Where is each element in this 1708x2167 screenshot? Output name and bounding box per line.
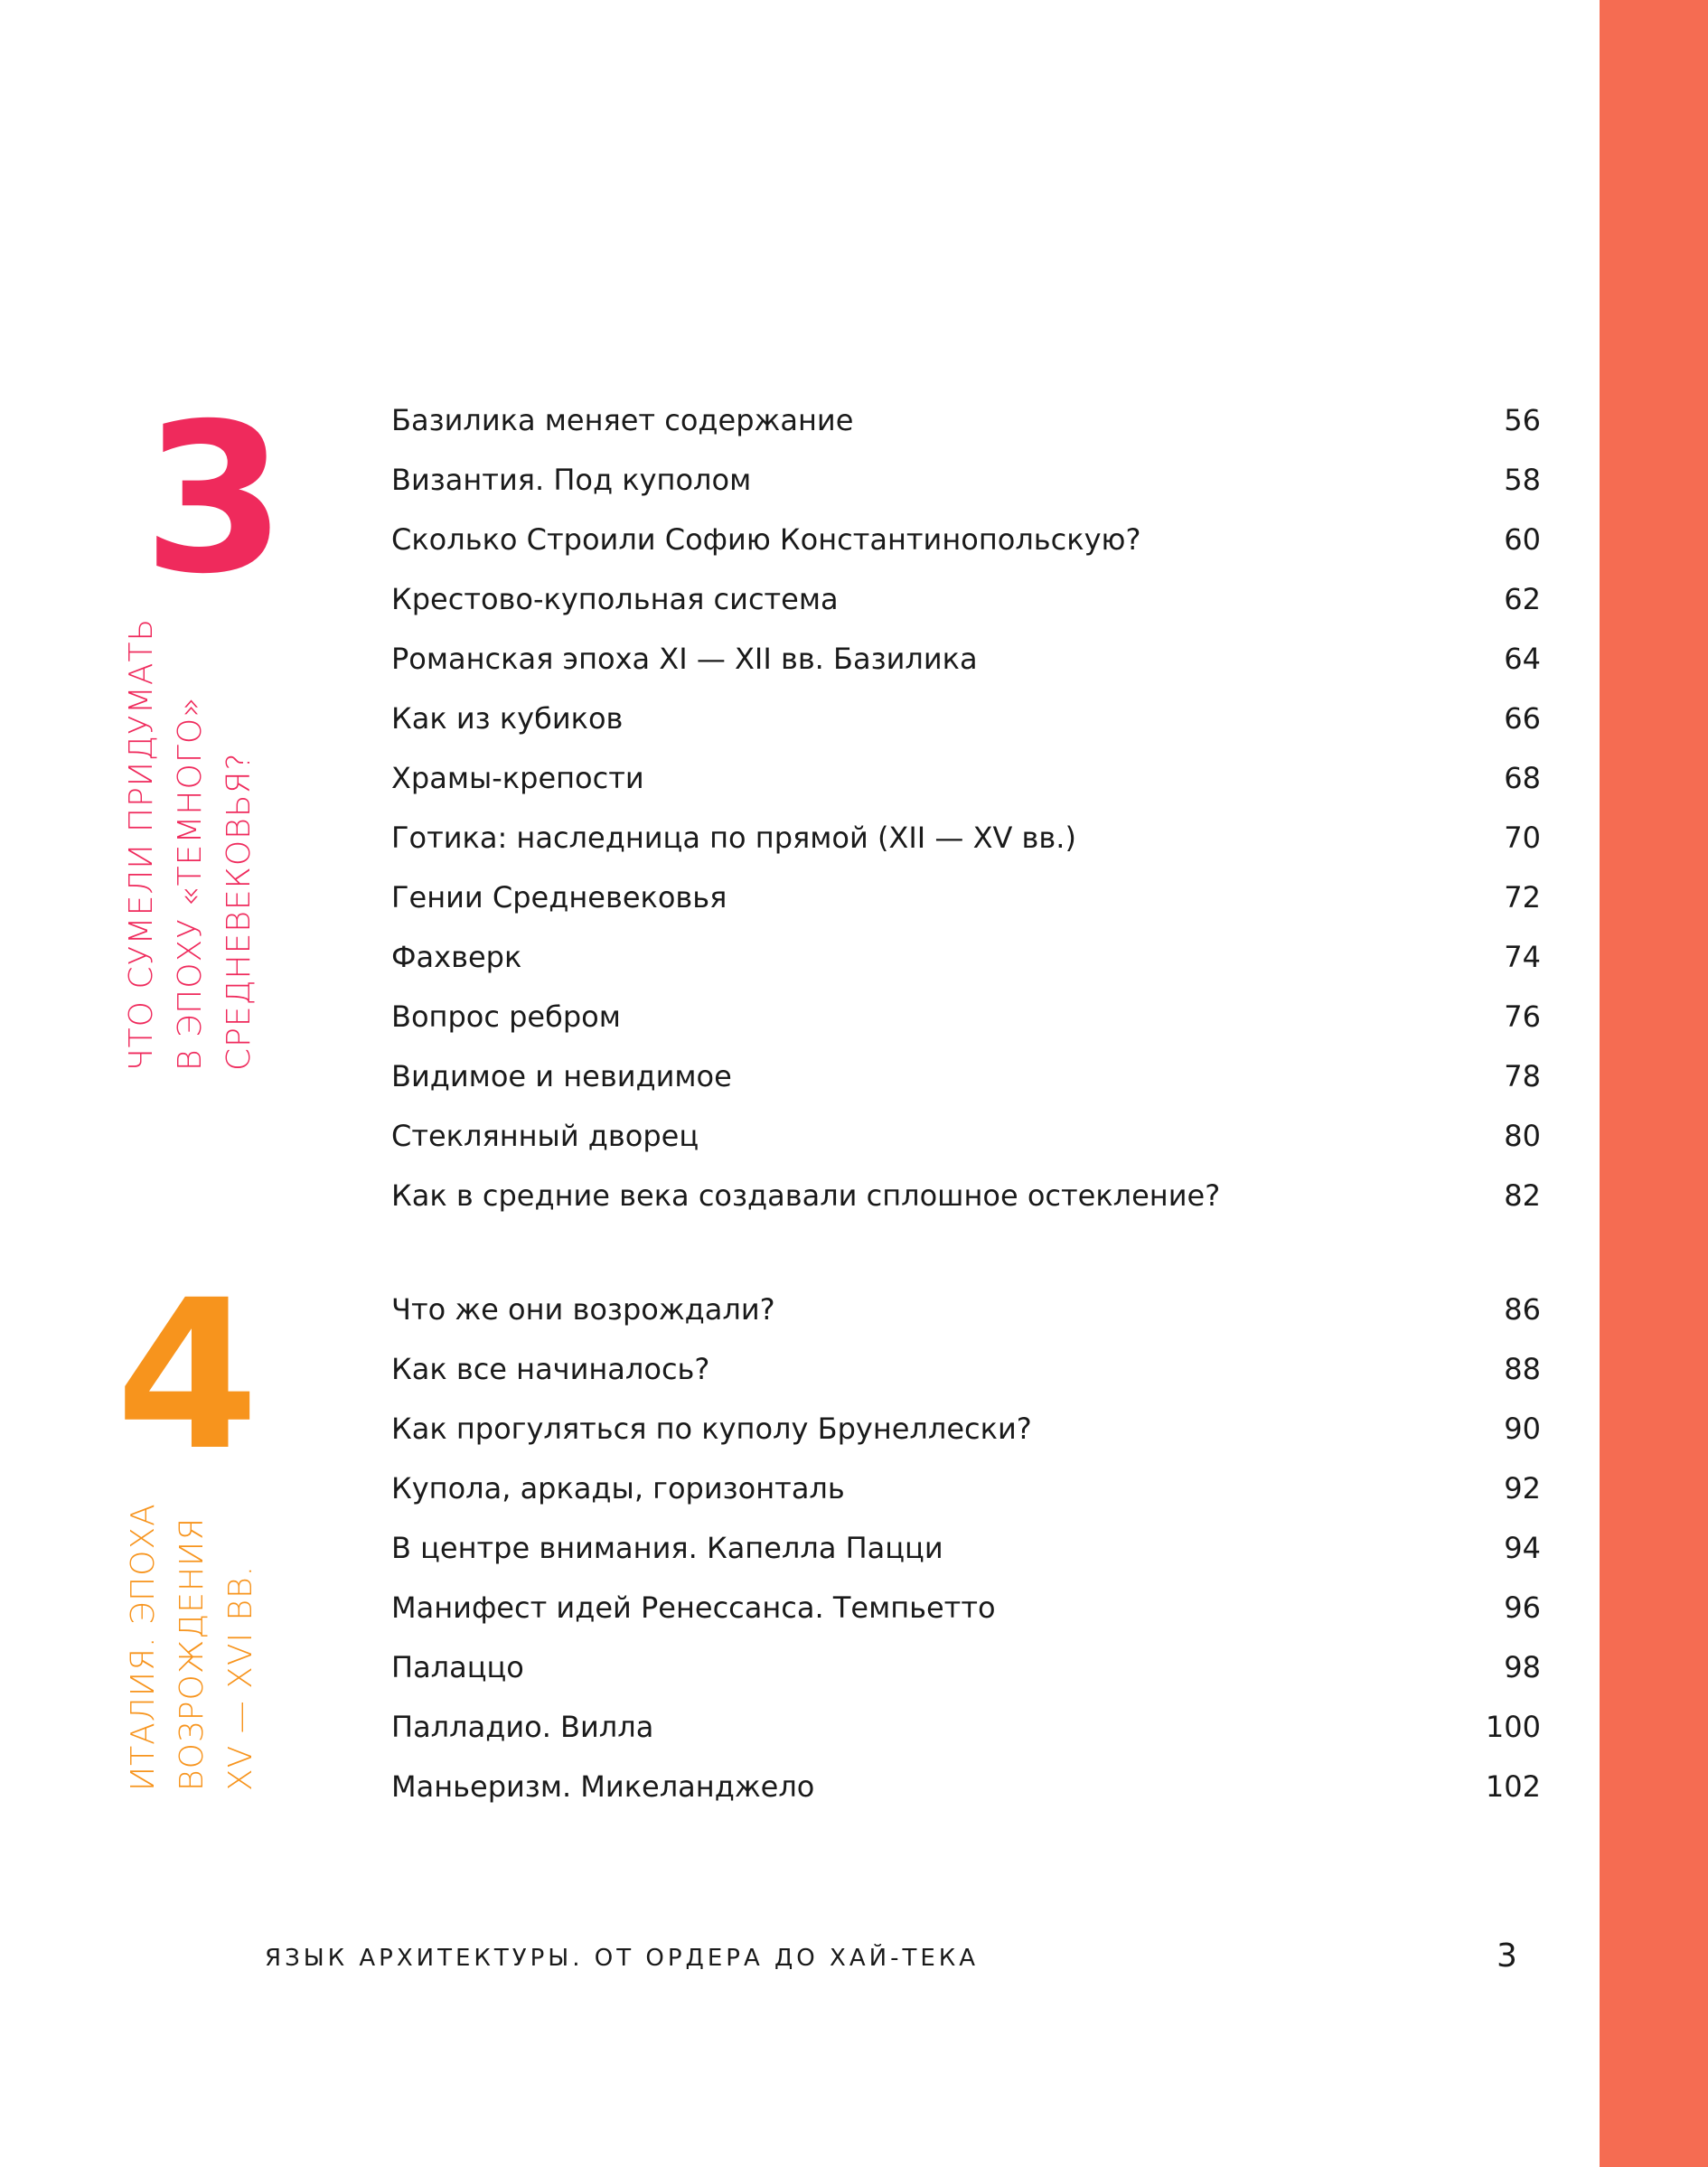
- toc-entry-title: Как из кубиков: [391, 701, 624, 736]
- chapter-4-toc: [391, 1292, 1541, 1829]
- toc-entry-title: Базилика меняет содержание: [391, 403, 854, 437]
- chapter-3-title-line: СРЕДНЕВЕКОВЬЯ?: [221, 752, 258, 1071]
- toc-entry-page: 82: [1504, 1178, 1541, 1213]
- toc-entry[interactable]: [391, 1178, 1541, 1238]
- toc-entry-page: 94: [1504, 1531, 1541, 1565]
- toc-entry-title: Как прогуляться по куполу Брунеллески?: [391, 1412, 1032, 1446]
- chapter-4-number: 4: [116, 1255, 259, 1496]
- toc-entry-page: 102: [1485, 1769, 1541, 1804]
- side-color-bar: [1600, 0, 1708, 2167]
- toc-entry[interactable]: [391, 761, 1541, 821]
- toc-entry[interactable]: [391, 1531, 1541, 1590]
- toc-entry-title: Романская эпоха XI — XII вв. Базилика: [391, 642, 978, 676]
- toc-entry-title: Палладио. Вилла: [391, 1710, 654, 1744]
- toc-entry-page: 76: [1504, 999, 1541, 1034]
- chapter-4-title-line: ВОЗРОЖДЕНИЯ: [174, 1516, 211, 1791]
- toc-entry[interactable]: [391, 880, 1541, 940]
- toc-entry-page: 98: [1504, 1650, 1541, 1684]
- toc-entry-page: 66: [1504, 701, 1541, 736]
- toc-entry-page: 78: [1504, 1059, 1541, 1093]
- toc-entry[interactable]: [391, 582, 1541, 642]
- toc-entry-title: Купола, аркады, горизонталь: [391, 1471, 845, 1506]
- toc-entry-page: 92: [1504, 1471, 1541, 1506]
- chapter-4-title: [119, 1503, 266, 1791]
- toc-entry-title: Гении Средневековья: [391, 880, 727, 915]
- toc-entry-title: Храмы-крепости: [391, 761, 644, 795]
- toc-entry[interactable]: [391, 642, 1541, 701]
- chapter-3-title-line: В ЭПОХУ «ТЕМНОГО»: [172, 696, 209, 1071]
- toc-entry[interactable]: [391, 1412, 1541, 1471]
- toc-entry-title: Манифест идей Ренессанса. Темпьетто: [391, 1590, 996, 1625]
- chapter-3-toc: [391, 403, 1541, 1238]
- toc-entry-page: 68: [1504, 761, 1541, 795]
- toc-entry-title: Крестово-купольная система: [391, 582, 839, 616]
- toc-entry-page: 100: [1485, 1710, 1541, 1744]
- toc-entry-title: Вопрос ребром: [391, 999, 621, 1034]
- toc-entry-title: Как все начиналось?: [391, 1352, 710, 1386]
- footer-page-number: 3: [1497, 1937, 1517, 1975]
- chapter-4-title-line: XV — XVI ВВ.: [222, 1564, 259, 1791]
- toc-entry[interactable]: [391, 821, 1541, 880]
- toc-entry[interactable]: [391, 1292, 1541, 1352]
- toc-entry-title: Стеклянный дворец: [391, 1119, 699, 1153]
- toc-entry-page: 72: [1504, 880, 1541, 915]
- toc-entry-page: 96: [1504, 1590, 1541, 1625]
- toc-entry-page: 56: [1504, 403, 1541, 437]
- toc-entry[interactable]: [391, 940, 1541, 999]
- toc-entry-title: Сколько Строили Софию Константинопольскую?: [391, 522, 1141, 557]
- toc-entry-page: 60: [1504, 522, 1541, 557]
- toc-entry-page: 62: [1504, 582, 1541, 616]
- toc-entry-title: Византия. Под куполом: [391, 463, 752, 497]
- chapter-3-title: [117, 618, 264, 1071]
- toc-entry-page: 88: [1504, 1352, 1541, 1386]
- toc-entry[interactable]: [391, 1119, 1541, 1178]
- toc-entry-page: 90: [1504, 1412, 1541, 1446]
- toc-entry[interactable]: [391, 1590, 1541, 1650]
- chapter-3-title-line: ЧТО СУМЕЛИ ПРИДУМАТЬ: [123, 617, 160, 1071]
- toc-entry-title: Как в средние века создавали сплошное остекление?: [391, 1178, 1221, 1213]
- toc-entry-title: Фахверк: [391, 940, 522, 974]
- toc-entry-page: 70: [1504, 821, 1541, 855]
- toc-entry[interactable]: [391, 1059, 1541, 1119]
- toc-entry[interactable]: [391, 1650, 1541, 1710]
- toc-entry[interactable]: [391, 403, 1541, 463]
- toc-entry-page: 74: [1504, 940, 1541, 974]
- chapter-3-number: 3: [143, 379, 286, 619]
- toc-entry[interactable]: [391, 999, 1541, 1059]
- toc-entry-page: 80: [1504, 1119, 1541, 1153]
- toc-entry-title: Что же они возрождали?: [391, 1292, 775, 1327]
- footer-book-title: ЯЗЫК АРХИТЕКТУРЫ. ОТ ОРДЕРА ДО ХАЙ-ТЕКА: [265, 1945, 980, 1972]
- toc-entry-page: 86: [1504, 1292, 1541, 1327]
- toc-entry-title: В центре внимания. Капелла Пацци: [391, 1531, 943, 1565]
- toc-entry-page: 64: [1504, 642, 1541, 676]
- toc-entry[interactable]: [391, 522, 1541, 582]
- toc-entry[interactable]: [391, 1352, 1541, 1412]
- toc-entry[interactable]: [391, 1769, 1541, 1829]
- toc-entry[interactable]: [391, 1471, 1541, 1531]
- toc-entry-title: Готика: наследница по прямой (XII — XV вв.): [391, 821, 1076, 855]
- toc-entry-title: Палаццо: [391, 1650, 524, 1684]
- toc-entry-page: 58: [1504, 463, 1541, 497]
- toc-entry[interactable]: [391, 1710, 1541, 1769]
- toc-entry[interactable]: [391, 701, 1541, 761]
- toc-entry-title: Видимое и невидимое: [391, 1059, 732, 1093]
- toc-entry[interactable]: [391, 463, 1541, 522]
- chapter-4-title-line: ИТАЛИЯ. ЭПОХА: [125, 1503, 162, 1791]
- toc-entry-title: Маньеризм. Микеланджело: [391, 1769, 815, 1804]
